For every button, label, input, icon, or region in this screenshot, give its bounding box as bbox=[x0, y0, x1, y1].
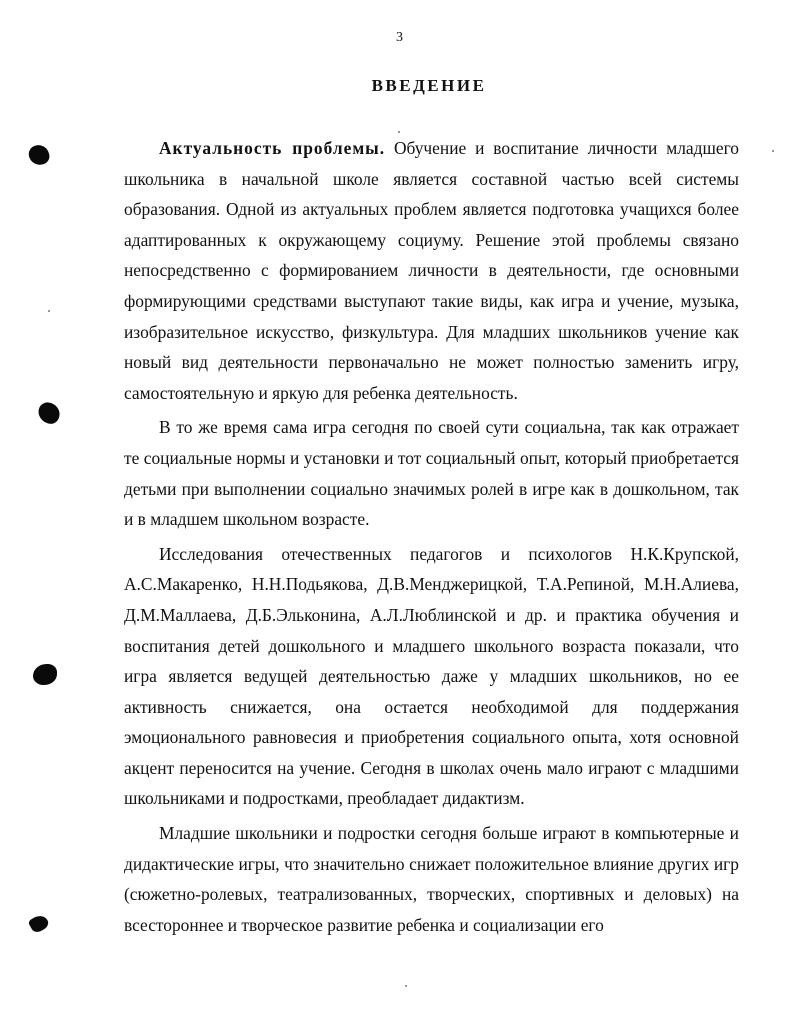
body-text bbox=[124, 133, 739, 940]
scan-speck bbox=[398, 131, 400, 133]
section-heading: ВВЕДЕНИЕ bbox=[371, 76, 487, 95]
lead-phrase: Актуальность проблемы. bbox=[159, 138, 386, 158]
paragraph-2: В то же время сама игра сегодня по своей сути социальна, так как отражает те социальные нормы и установки и тот социальный опыт, который приобретается детьми при выполнении социально значимых ролей в игре как в дошкольном, так и в младшем школьном возрасте. bbox=[124, 417, 739, 530]
binding-hole-mark bbox=[33, 664, 57, 685]
paragraph-3: Исследования отечественных педагогов и психологов Н.К.Крупской, А.С.Макаренко, Н.Н.Подьякова, Д.В.Менджерицкой, Т.А.Репиной, М.Н.Алиева, Д.М.Маллаева, Д.Б.Эльконина, А.Л.Люблинской и др. и практика обучения и воспитания детей дошкольного и младшего школьного возраста показали, что игра является ведущей деятельностью даже у младших школьников, но ее активность снижается, она остается необходимой для поддержания эмоционального равновесия и приобретения социального опыта, хотя основной акцент переносится на учение. Сегодня в школах очень мало играют с младшими школьниками и подростками, преобладает дидактизм. bbox=[124, 543, 739, 809]
paragraph-1 bbox=[124, 133, 739, 408]
scan-speck bbox=[405, 985, 407, 987]
scan-speck bbox=[772, 150, 774, 152]
page-number: 3 bbox=[396, 30, 403, 45]
binding-hole-mark bbox=[35, 399, 63, 426]
paragraph-text: Обучение и воспитание личности младшего школьника в начальной школе является составной частью всей системы образования. Одной из актуальных проблем является подготовка учащихся более адаптированных к окружающему социуму. Решение этой проблемы связано непосредственно с формированием личности в деятельности, где основными формирующими средствами выступают такие виды, как игра и учение, музыка, изобразительное искусство, физкультура. Для младших школьников учение как новый вид деятельности первоначально не может полностью заменить игру, самостоятельную и яркую для ребенка деятельность. bbox=[124, 138, 739, 403]
binding-hole-mark bbox=[27, 913, 50, 935]
paragraph-4: Младшие школьники и подростки сегодня больше играют в компьютерные и дидактические игры, что значительно снижает положительное влияние других игр (сюжетно-ролевых, театрализованных, творческих, спортивных и деловых) на всестороннее и творческое развитие ребенка и социализации его bbox=[124, 823, 739, 935]
binding-hole-mark bbox=[27, 143, 51, 167]
scan-speck bbox=[48, 310, 50, 312]
